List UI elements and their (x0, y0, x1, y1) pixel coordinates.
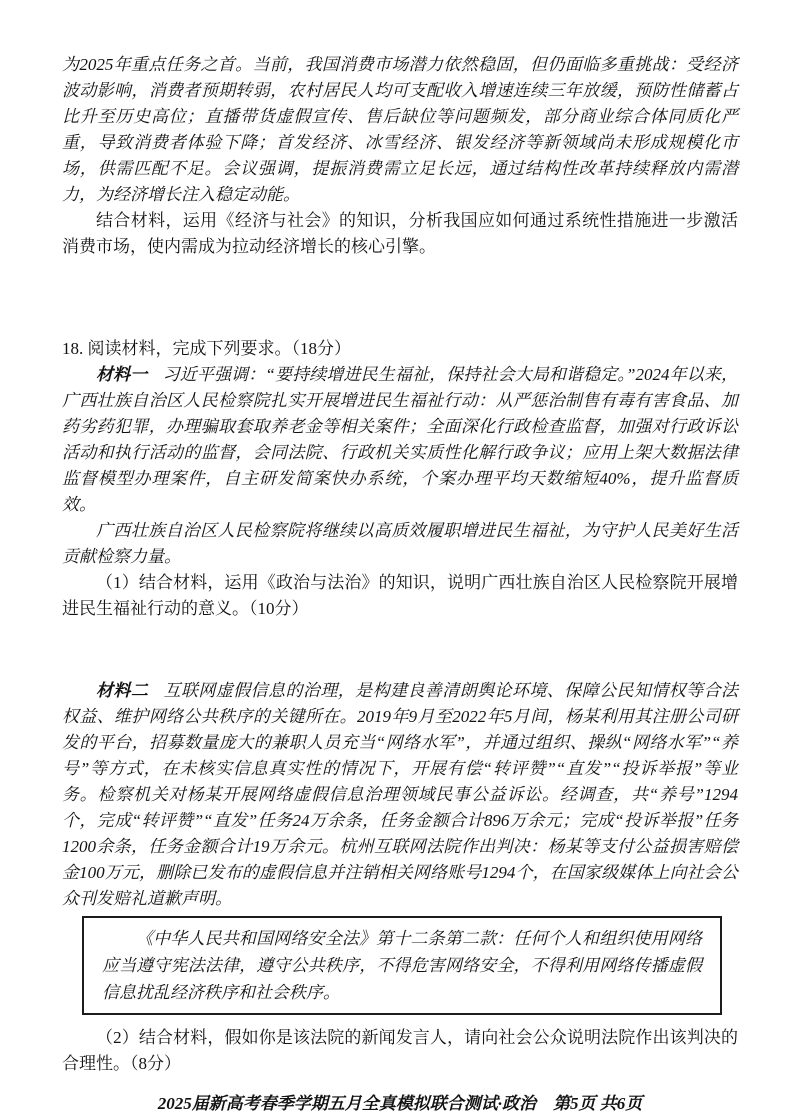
material1-closing-paragraph: 广西壮族自治区人民检察院将继续以高质效履职增进民生福祉，为守护人民美好生活贡献检察力量。 (62, 521, 738, 566)
material2-text: 互联网虚假信息的治理，是构建良善清朗舆论环境、保障公民知情权等合法权益、维护网络公共秩序的关键所在。2019年9月至2022年5月间，杨某利用其注册公司研发的平台，招募数量庞大的兼职人员充当“网络水军”，并通过组织、操纵“网络水军”“养号”等方式，在未核实信息真实性的情况下，开展有偿“转评赞”“直发”“投诉举报”等业务。检察机关对杨某开展网络虚假信息治理领域民事公益诉讼。经调查，共“养号”1294个，完成“转评赞”“直发”任务24万余条，任务金额合计896万余元；完成“投诉举报”任务1200余条，任务金额合计19万余元。杭州互联网法院作出判决：杨某等支付公益损害赔偿金100万元，删除已发布的虚假信息并注销相关网络账号1294个，在国家级媒体上向社会公众刊发赔礼道歉声明。 (62, 681, 739, 908)
page-footer: 2025届新高考春季学期五月全真模拟联合测试·政治 第5页 共6页 (157, 1094, 643, 1113)
q18-heading: 18. 阅读材料，完成下列要求。（18分） (62, 339, 351, 358)
law-quote-box (82, 916, 722, 1015)
q17-material-continuation-paragraph: 为2025年重点任务之首。当前，我国消费市场潜力依然稳固，但仍面临多重挑战：受经济波动影响，消费者预期转弱，农村居民人均可支配收入增速连续三年放缓，预防性储蓄占比升至历史高位；直播带货虚假宣传、售后缺位等问题频发，部分商业综合体同质化严重，导致消费者体验下降；首发经济、冰雪经济、银发经济等新领域尚未形成规模化市场，供需匹配不足。会议强调，提振消费需立足长远，通过结构性改革持续释放内需潜力，为经济增长注入稳定动能。 (62, 55, 738, 204)
q18-sub1-question-paragraph: （1）结合材料，运用《政治与法治》的知识，说明广西壮族自治区人民检察院开展增进民生福祉行动的意义。（10分） (62, 573, 738, 618)
material1-text: 习近平强调：“要持续增进民生福祉，保持社会大局和谐稳定。”2024年以来，广西壮族自治区人民检察院扎实开展增进民生福祉行动：从严惩治制售有毒有害食品、加药劣药犯罪，办理骗取套取养老金等相关案件；全面深化行政检查监督，加强对行政诉讼活动和执行活动的监督，会同法院、行政机关实质性化解行政争议；应用上架大数据法律监督模型办理案件，自主研发简案快办系统，个案办理平均天数缩短40%，提升监督质效。 (62, 365, 738, 514)
blank-gap (62, 622, 738, 678)
material1-label: 材料一 (96, 365, 148, 384)
q18-sub2-question-paragraph: （2）结合材料，假如你是该法院的新闻发言人，请向社会公众说明法院作出该判决的合理性。（8分） (62, 1028, 738, 1073)
material2-paragraph (62, 678, 738, 912)
law-quote-text: 《中华人民共和国网络安全法》第十二条第二款：任何个人和组织使用网络应当遵守宪法法律，遵守公共秩序，不得危害网络安全，不得利用网络传播虚假信息扰乱经济秩序和社会秩序。 (102, 929, 702, 1002)
q17-question-paragraph: 结合材料，运用《经济与社会》的知识，分析我国应如何通过系统性措施进一步激活消费市场，使内需成为拉动经济增长的核心引擎。 (62, 211, 738, 256)
material2-label: 材料二 (96, 681, 149, 700)
blank-gap (62, 260, 738, 336)
material1-paragraph (62, 362, 738, 518)
